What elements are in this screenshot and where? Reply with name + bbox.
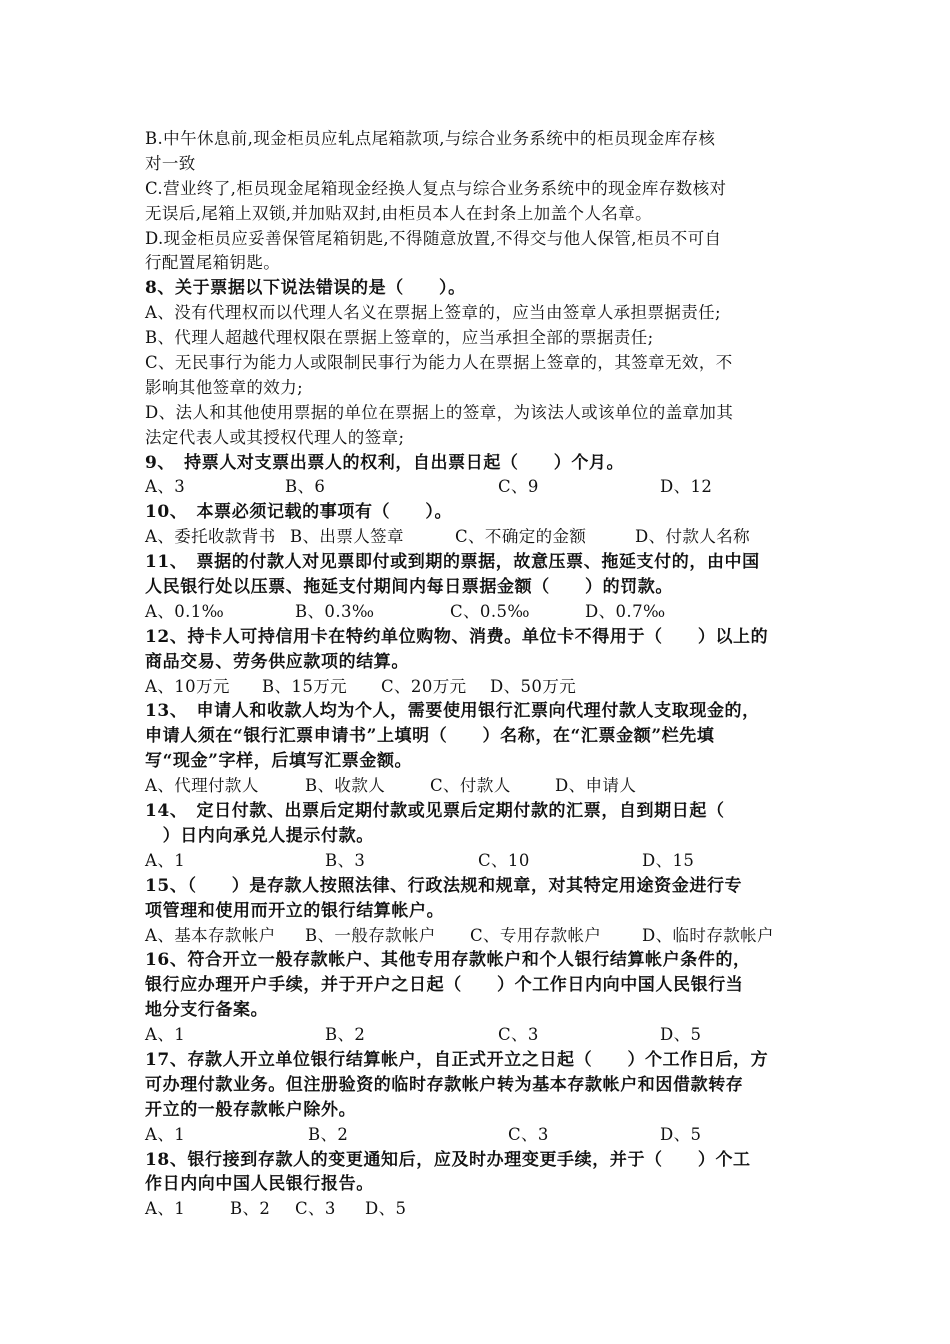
answer-option: B、0.3‰ (295, 601, 375, 621)
text-line: 行配置尾箱钥匙。 (145, 253, 281, 273)
question-line: 项管理和使用而开立的银行结算帐户。 (145, 900, 445, 921)
option-row (145, 1123, 810, 1148)
answer-option: D、12 (660, 477, 713, 497)
question-line: 18、银行接到存款人的变更通知后，应及时办理变更手续，并于（ ）个工 (145, 1149, 751, 1170)
answer-option: A、10万元 (145, 676, 230, 696)
text-line: C、无民事行为能力人或限制民事行为能力人在票据上签章的，其签章无效，不 (145, 353, 733, 373)
answer-option: C、20万元 (381, 676, 467, 696)
question-line: 商品交易、劳务供应款项的结算。 (145, 651, 409, 672)
option-row (145, 1197, 810, 1222)
question-line: 9、 持票人对支票出票人的权利，自出票日起（ ）个月。 (145, 452, 625, 473)
text-line: B、代理人超越代理权限在票据上签章的，应当承担全部的票据责任; (145, 328, 654, 348)
answer-option: C、专用存款帐户 (470, 925, 602, 945)
question-line: 12、持卡人可持信用卡在特约单位购物、消费。单位卡不得用于（ ）以上的 (145, 626, 769, 647)
question-line: 开立的一般存款帐户除外。 (145, 1099, 357, 1120)
option-row (145, 924, 810, 949)
text-line: 法定代表人或其授权代理人的签章; (145, 427, 405, 447)
question-line: ）日内向承兑人提示付款。 (145, 825, 374, 846)
text-line: D、法人和其他使用票据的单位在票据上的签章，为该法人或该单位的盖章加其 (145, 402, 734, 422)
answer-option: A、基本存款帐户 (145, 925, 276, 945)
question-line: 写“现金”字样，后填写汇票金额。 (145, 751, 413, 772)
answer-option: D、临时存款帐户 (642, 925, 774, 945)
answer-option: D、申请人 (555, 776, 637, 796)
text-line: D.现金柜员应妥善保管尾箱钥匙,不得随意放置,不得交与他人保管,柜员不可自 (145, 228, 722, 248)
option-row (145, 675, 810, 700)
answer-option: B、一般存款帐户 (305, 925, 436, 945)
answer-option: B、6 (285, 477, 326, 497)
answer-option: A、1 (145, 1199, 186, 1219)
option-row (145, 849, 810, 874)
answer-option: C、付款人 (430, 776, 511, 796)
answer-option: A、1 (145, 1124, 186, 1144)
option-row (145, 774, 810, 799)
answer-option: C、0.5‰ (450, 601, 530, 621)
answer-option: A、3 (145, 477, 186, 497)
answer-option: B、3 (325, 850, 366, 870)
question-line: 申请人须在“银行汇票申请书”上填明（ ）名称，在“汇票金额”栏先填 (145, 726, 715, 747)
answer-option: B、出票人签章 (290, 527, 404, 547)
answer-option: A、0.1‰ (145, 601, 225, 621)
question-line: 17、存款人开立单位银行结算帐户，自正式开立之日起（ ）个工作日后，方 (145, 1049, 769, 1070)
text-line: C.营业终了,柜员现金尾箱现金经换人复点与综合业务系统中的现金库存数核对 (145, 178, 727, 198)
answer-option: B、收款人 (305, 776, 386, 796)
answer-option: D、5 (660, 1025, 702, 1045)
answer-option: A、代理付款人 (145, 776, 259, 796)
question-line: 13、 申请人和收款人均为个人，需要使用银行汇票向代理付款人支取现金的， (145, 701, 760, 722)
question-line: 可办理付款业务。但注册验资的临时存款帐户转为基本存款帐户和因借款转存 (145, 1074, 744, 1095)
question-line: 作日内向中国人民银行报告。 (145, 1174, 374, 1195)
text-line: A、没有代理权而以代理人名义在票据上签章的，应当由签章人承担票据责任; (145, 303, 721, 323)
question-line: 11、 票据的付款人对见票即付或到期的票据，故意压票、拖延支付的，由中国 (145, 552, 760, 573)
answer-option: D、15 (642, 850, 695, 870)
question-line: 地分支行备案。 (145, 1000, 269, 1021)
question-line: 14、 定日付款、出票后定期付款或见票后定期付款的汇票，自到期日起（ (145, 801, 725, 822)
answer-option: B、2 (308, 1124, 349, 1144)
text-line: 影响其他签章的效力; (145, 377, 304, 397)
question-line: 10、 本票必须记载的事项有（ ）。 (145, 502, 453, 523)
answer-option: A、委托收款背书 (145, 527, 276, 547)
answer-option: D、5 (660, 1124, 702, 1144)
text-line: 无误后,尾箱上双锁,并加贴双封,由柜员本人在封条上加盖个人名章。 (145, 203, 653, 223)
text-line: B.中午休息前,现金柜员应轧点尾箱款项,与综合业务系统中的柜员现金库存核 (145, 129, 716, 148)
option-row (145, 475, 810, 500)
question-line: 15、（ ）是存款人按照法律、行政法规和规章，对其特定用途资金进行专 (145, 875, 743, 896)
answer-option: C、3 (498, 1025, 539, 1045)
answer-option: B、2 (230, 1199, 271, 1219)
text-line: 对一致 (145, 153, 196, 173)
question-line: 人民银行处以压票、拖延支付期间内每日票据金额（ ）的罚款。 (145, 577, 673, 598)
question-line: 银行应办理开户手续，并于开户之日起（ ）个工作日内向中国人民银行当 (145, 975, 744, 996)
question-line: 16、符合开立一般存款帐户、其他专用存款帐户和个人银行结算帐户条件的， (145, 950, 751, 971)
question-line: 8、关于票据以下说法错误的是（ ）。 (145, 278, 466, 299)
answer-option: B、2 (325, 1025, 366, 1045)
option-row (145, 525, 810, 550)
answer-option: A、1 (145, 850, 186, 870)
answer-option: A、1 (145, 1025, 186, 1045)
answer-option: D、5 (365, 1199, 407, 1219)
answer-option: C、9 (498, 477, 539, 497)
answer-option: C、10 (478, 850, 530, 870)
answer-option: C、3 (295, 1199, 336, 1219)
answer-option: D、付款人名称 (635, 527, 751, 547)
option-row (145, 1023, 810, 1048)
option-row (145, 600, 810, 625)
answer-option: D、50万元 (490, 676, 577, 696)
answer-option: C、3 (508, 1124, 549, 1144)
document-page (145, 127, 810, 1222)
answer-option: D、0.7‰ (585, 601, 666, 621)
answer-option: B、15万元 (262, 676, 348, 696)
answer-option: C、不确定的金额 (455, 527, 587, 547)
